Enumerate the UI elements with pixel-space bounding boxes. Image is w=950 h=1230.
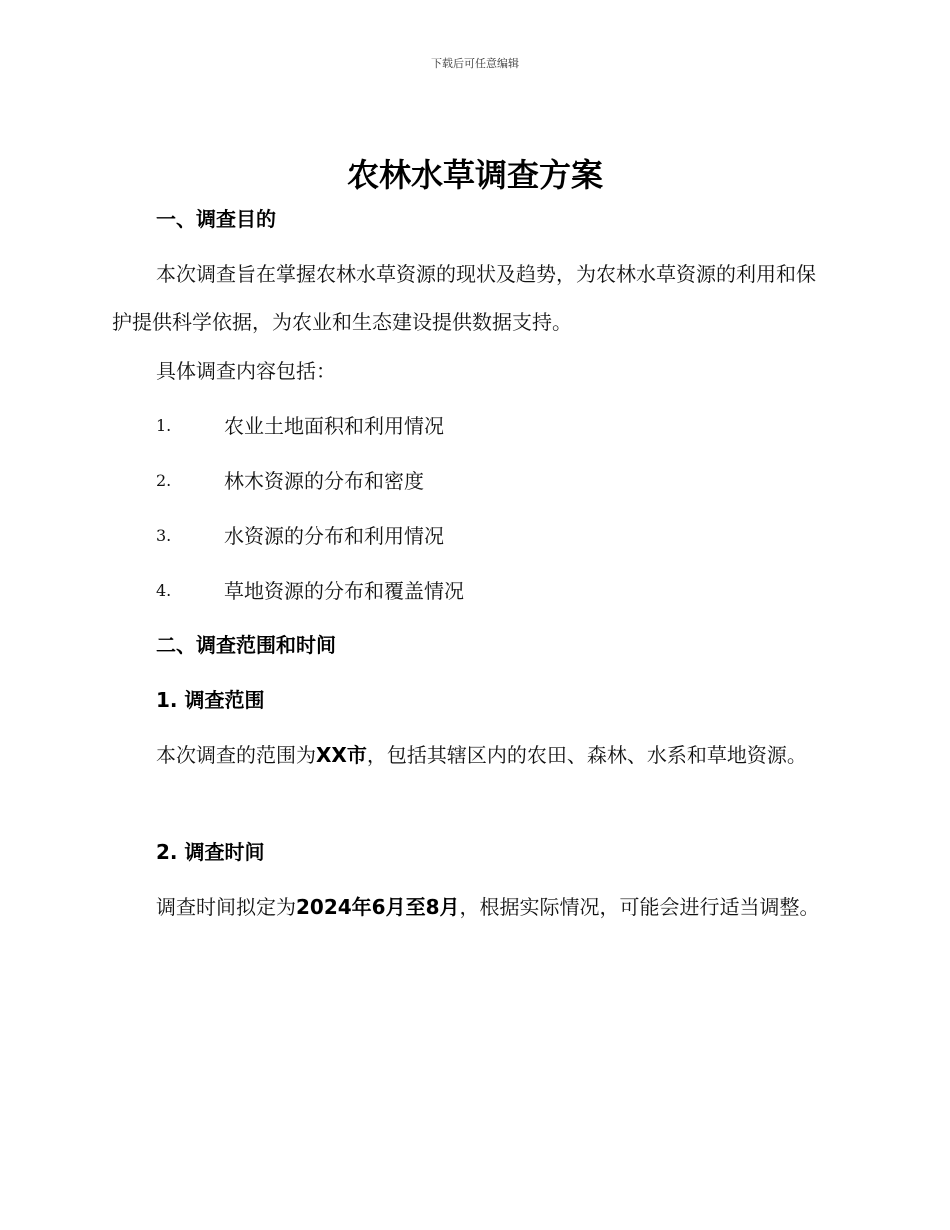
list-item <box>156 521 756 551</box>
section-2-heading: 二、调查范围和时间 <box>156 633 336 657</box>
scope-city: XX市 <box>316 743 367 767</box>
time-heading: 2. 调查时间 <box>156 840 265 864</box>
list-item <box>156 466 756 496</box>
time-period: 2024年6月至8月 <box>296 895 460 919</box>
time-paragraph <box>112 883 830 931</box>
document-title: 农林水草调查方案 <box>346 156 603 194</box>
list-number: 1. <box>156 416 172 435</box>
list-number: 2. <box>156 471 172 490</box>
list-number: 4. <box>156 581 172 600</box>
list-item <box>156 411 756 441</box>
time-text-before: 调查时间拟定为 <box>156 895 296 919</box>
scope-heading: 1. 调查范围 <box>156 688 265 712</box>
scope-text-before: 本次调查的范围为 <box>156 743 316 767</box>
list-text: 农业土地面积和利用情况 <box>224 414 444 438</box>
list-number: 3. <box>156 526 172 545</box>
time-text-after: ，根据实际情况，可能会进行适当调整。 <box>459 895 820 919</box>
list-text: 水资源的分布和利用情况 <box>224 524 444 548</box>
list-text: 草地资源的分布和覆盖情况 <box>224 579 464 603</box>
section-1-heading: 一、调查目的 <box>156 207 276 231</box>
scope-paragraph <box>112 731 830 779</box>
list-text: 林木资源的分布和密度 <box>224 469 424 493</box>
list-item <box>156 576 756 606</box>
scope-text-after: ，包括其辖区内的农田、森林、水系和草地资源。 <box>366 743 807 767</box>
content-intro: 具体调查内容包括： <box>156 359 336 383</box>
header-note: 下载后可任意编辑 <box>431 57 519 70</box>
section-1-paragraph: 本次调查旨在掌握农林水草资源的现状及趋势，为农林水草资源的利用和保护提供科学依据，为农业和生态建设提供数据支持。 <box>112 262 816 334</box>
